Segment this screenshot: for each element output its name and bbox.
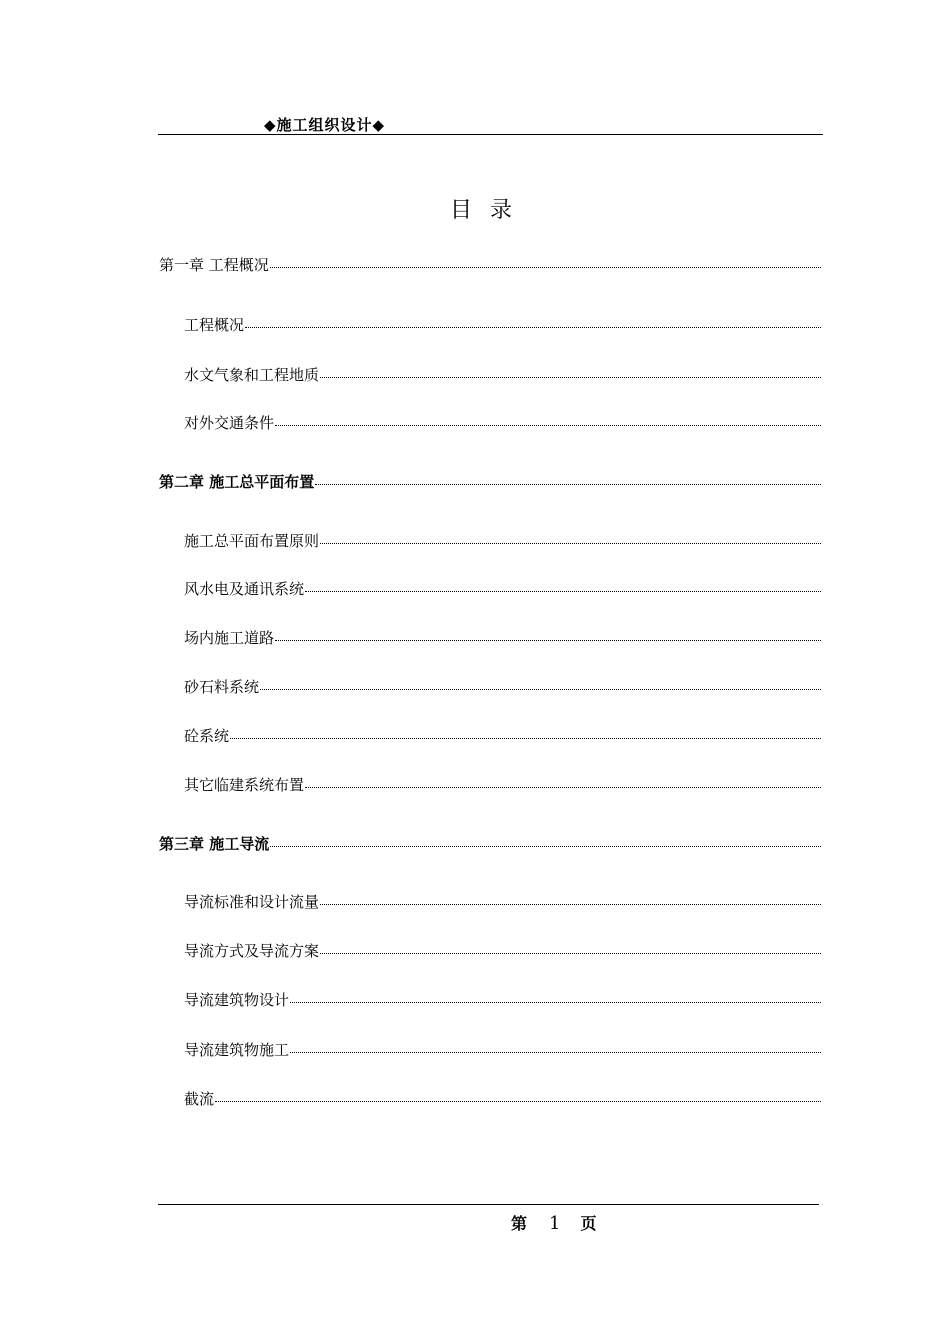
toc-section-entry[interactable] (184, 412, 821, 434)
toc-entry-label: 对外交通条件 (184, 414, 275, 432)
toc-entry-label: 其它临建系统布置 (184, 776, 305, 794)
toc-dot-leader (315, 484, 821, 485)
page-number-value: 1 (549, 1213, 561, 1234)
toc-entry-label: 场内施工道路 (184, 629, 275, 647)
toc-dot-leader (270, 846, 821, 847)
toc-section-entry[interactable] (184, 940, 821, 962)
toc-dot-leader (290, 1002, 821, 1003)
toc-dot-leader (270, 267, 821, 268)
toc-entry-label: 施工总平面布置原则 (184, 532, 320, 550)
toc-section-entry[interactable] (184, 725, 821, 747)
toc-entry-label: 水文气象和工程地质 (184, 366, 320, 384)
toc-entry-label: 导流标准和设计流量 (184, 893, 320, 911)
toc-entry-label: 工程概况 (184, 316, 245, 334)
toc-entry-label: 导流建筑物施工 (184, 1041, 290, 1059)
toc-dot-leader (215, 1101, 821, 1102)
toc-section-entry[interactable] (184, 1088, 821, 1110)
toc-section-entry[interactable] (184, 578, 821, 600)
toc-section-entry[interactable] (184, 364, 821, 386)
toc-entry-label: 截流 (184, 1090, 215, 1108)
toc-dot-leader (275, 425, 821, 426)
toc-dot-leader (320, 953, 821, 954)
toc-dot-leader (305, 591, 821, 592)
toc-section-entry[interactable] (184, 676, 821, 698)
toc-entry-label: 第一章 工程概况 (159, 256, 269, 274)
toc-section-entry[interactable] (184, 891, 821, 913)
toc-section-entry[interactable] (184, 627, 821, 649)
toc-section-entry[interactable] (184, 989, 821, 1011)
toc-dot-leader (290, 1052, 821, 1053)
toc-section-entry[interactable] (184, 530, 821, 552)
footer-divider (158, 1204, 819, 1205)
toc-entry-label: 导流方式及导流方案 (184, 942, 320, 960)
toc-entry-label: 导流建筑物设计 (184, 991, 290, 1009)
toc-section-entry[interactable] (184, 1039, 821, 1061)
toc-dot-leader (320, 543, 821, 544)
toc-section-entry[interactable] (184, 774, 821, 796)
toc-dot-leader (320, 904, 821, 905)
toc-dot-leader (305, 787, 821, 788)
page-number (511, 1211, 596, 1234)
toc-entry-label: 砼系统 (184, 727, 230, 745)
header-divider (158, 134, 823, 135)
page-suffix: 页 (580, 1214, 597, 1233)
toc-chapter-entry[interactable] (159, 833, 821, 855)
toc-entry-label: 风水电及通讯系统 (184, 580, 305, 598)
toc-dot-leader (260, 689, 821, 690)
toc-entry-label: 砂石料系统 (184, 678, 260, 696)
toc-chapter-entry[interactable] (159, 254, 821, 276)
toc-entry-label: 第三章 施工导流 (159, 835, 270, 853)
toc-title: 目录 (449, 198, 530, 223)
toc-chapter-entry[interactable] (159, 471, 821, 493)
toc-entry-label: 第二章 施工总平面布置 (159, 473, 315, 491)
toc-dot-leader (230, 738, 821, 739)
toc-section-entry[interactable] (184, 314, 821, 336)
toc-dot-leader (275, 640, 821, 641)
page-prefix: 第 (511, 1214, 528, 1233)
toc-dot-leader (320, 377, 821, 378)
toc-dot-leader (245, 327, 821, 328)
running-header: ◆施工组织设计◆ (264, 116, 386, 134)
